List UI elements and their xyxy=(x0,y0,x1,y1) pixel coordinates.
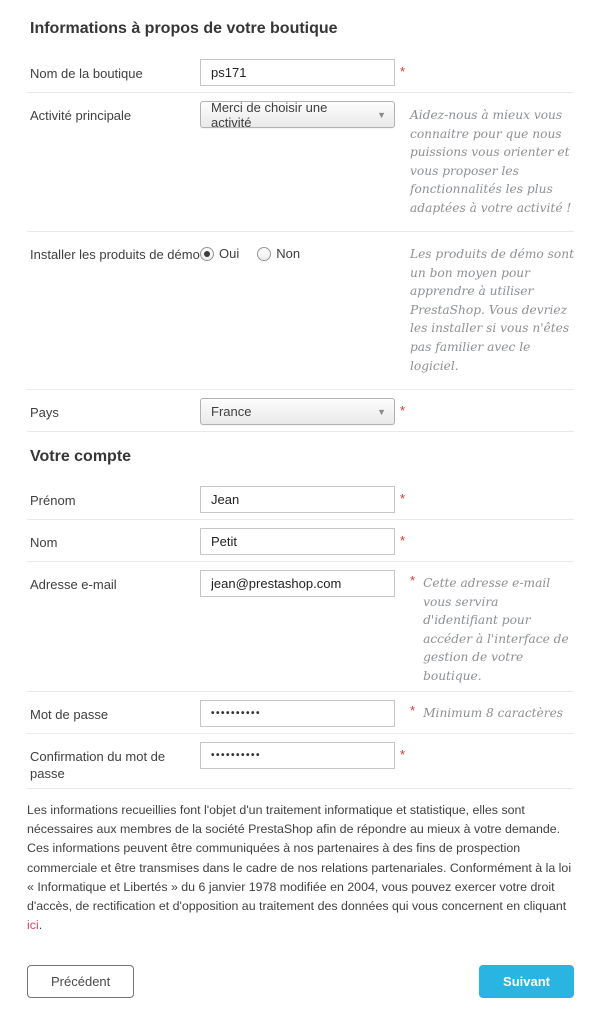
password-confirm-label: Confirmation du mot de passe xyxy=(30,749,166,781)
first-name-label: Prénom xyxy=(30,493,76,509)
form-actions xyxy=(27,965,574,998)
required-marker: * xyxy=(400,403,406,419)
password-help-wrap xyxy=(410,700,574,723)
country-label: Pays xyxy=(30,405,59,421)
activity-control xyxy=(200,101,410,128)
first-name-input[interactable] xyxy=(200,486,395,513)
previous-button[interactable]: Précédent xyxy=(27,965,134,998)
first-name-help-spacer xyxy=(410,486,574,491)
required-marker: * xyxy=(410,573,416,589)
password-confirm-control xyxy=(200,742,410,769)
password-label: Mot de passe xyxy=(30,707,109,723)
email-input[interactable] xyxy=(200,570,395,597)
activity-select[interactable] xyxy=(200,101,395,128)
last-name-help-spacer xyxy=(410,528,574,533)
shop-name-label: Nom de la boutique xyxy=(30,66,143,81)
form-row-demo-products xyxy=(27,232,574,390)
first-name-control xyxy=(200,486,410,513)
shop-name-help-spacer xyxy=(410,59,574,64)
radio-unselected-icon xyxy=(257,247,271,261)
legal-text-after-link: . xyxy=(38,918,43,933)
form-row-last-name xyxy=(27,520,574,562)
country-select-value: France xyxy=(211,404,252,420)
form-row-country xyxy=(27,390,574,432)
legal-notice xyxy=(27,801,574,936)
password-help-text: Minimum 8 caractères xyxy=(423,706,564,721)
next-button[interactable]: Suivant xyxy=(479,965,574,998)
form-row-password xyxy=(27,692,574,734)
demo-products-control xyxy=(200,240,410,261)
legal-text-before-link: Les informations recueillies font l'objet d'un traitement informatique et statistique, elles sont nécessaires aux membres de la société PrestaShop afin de répondre au mieux à votre demande. Ces informations peuvent être communiquées à nos partenaires à des fins de prospection commerciale et être transmises dans le cadre de nos relations partenariales. Conformément à la loi « Informatique et Libertés » du 6 janvier 1978 modifiée en 2004, vous pouvez exercer votre droit d'accès, de rectification et d'opposition au traitement des données qui vous concernent en cliquant xyxy=(27,802,572,913)
last-name-input[interactable] xyxy=(200,528,395,555)
activity-help-text: Aidez-nous à mieux vous connaitre pour que nous puissions vous orienter et vous proposer les fonctionnalités les plus adaptées à votre activité ! xyxy=(410,108,572,215)
form-row-shop-name xyxy=(27,51,574,93)
country-control xyxy=(200,398,410,425)
section-title-shop-info: Informations à propos de votre boutique xyxy=(30,20,338,37)
required-marker: * xyxy=(400,491,406,507)
email-control xyxy=(200,570,410,597)
last-name-label: Nom xyxy=(30,535,58,551)
email-help-wrap xyxy=(410,570,574,685)
password-control xyxy=(200,700,410,727)
email-label: Adresse e-mail xyxy=(30,577,117,593)
chevron-down-icon: ▼ xyxy=(377,109,386,120)
legal-ici-link[interactable]: ici xyxy=(27,918,39,933)
country-select[interactable] xyxy=(200,398,395,425)
shop-name-control xyxy=(200,59,410,86)
activity-label: Activité principale xyxy=(30,108,132,123)
password-input[interactable] xyxy=(200,700,395,727)
activity-select-value: Merci de choisir une activité xyxy=(211,99,328,130)
email-help-text: Cette adresse e-mail vous servira d'identifiant pour accéder à l'interface de gestion de votre boutique. xyxy=(423,576,569,683)
demo-products-option-oui-label: Oui xyxy=(219,246,240,262)
form-row-activity xyxy=(27,93,574,232)
country-help-spacer xyxy=(410,398,574,403)
required-marker: * xyxy=(400,533,406,549)
demo-products-option-non-label: Non xyxy=(276,246,301,262)
demo-products-radio-group xyxy=(200,240,300,261)
last-name-control xyxy=(200,528,410,555)
required-marker: * xyxy=(410,703,416,719)
form-row-email xyxy=(27,562,574,692)
form-row-password-confirm xyxy=(27,734,574,789)
radio-selected-icon xyxy=(200,247,214,261)
required-marker: * xyxy=(400,64,406,79)
demo-products-radio-oui[interactable] xyxy=(200,246,239,261)
section-title-account: Votre compte xyxy=(30,448,132,466)
required-marker: * xyxy=(400,747,406,763)
demo-products-label: Installer les produits de démo xyxy=(30,247,200,263)
chevron-down-icon: ▼ xyxy=(377,406,386,417)
demo-products-help-text: Les produits de démo sont un bon moyen pour apprendre à utiliser PrestaShop. Vous devriez les installer si vous n'êtes pas familier avec le logiciel. xyxy=(410,247,574,373)
shop-name-input[interactable] xyxy=(200,59,395,86)
password-confirm-help-spacer xyxy=(410,742,574,747)
form-row-first-name xyxy=(27,478,574,520)
demo-products-radio-non[interactable] xyxy=(257,246,300,261)
password-confirm-input[interactable] xyxy=(200,742,395,769)
